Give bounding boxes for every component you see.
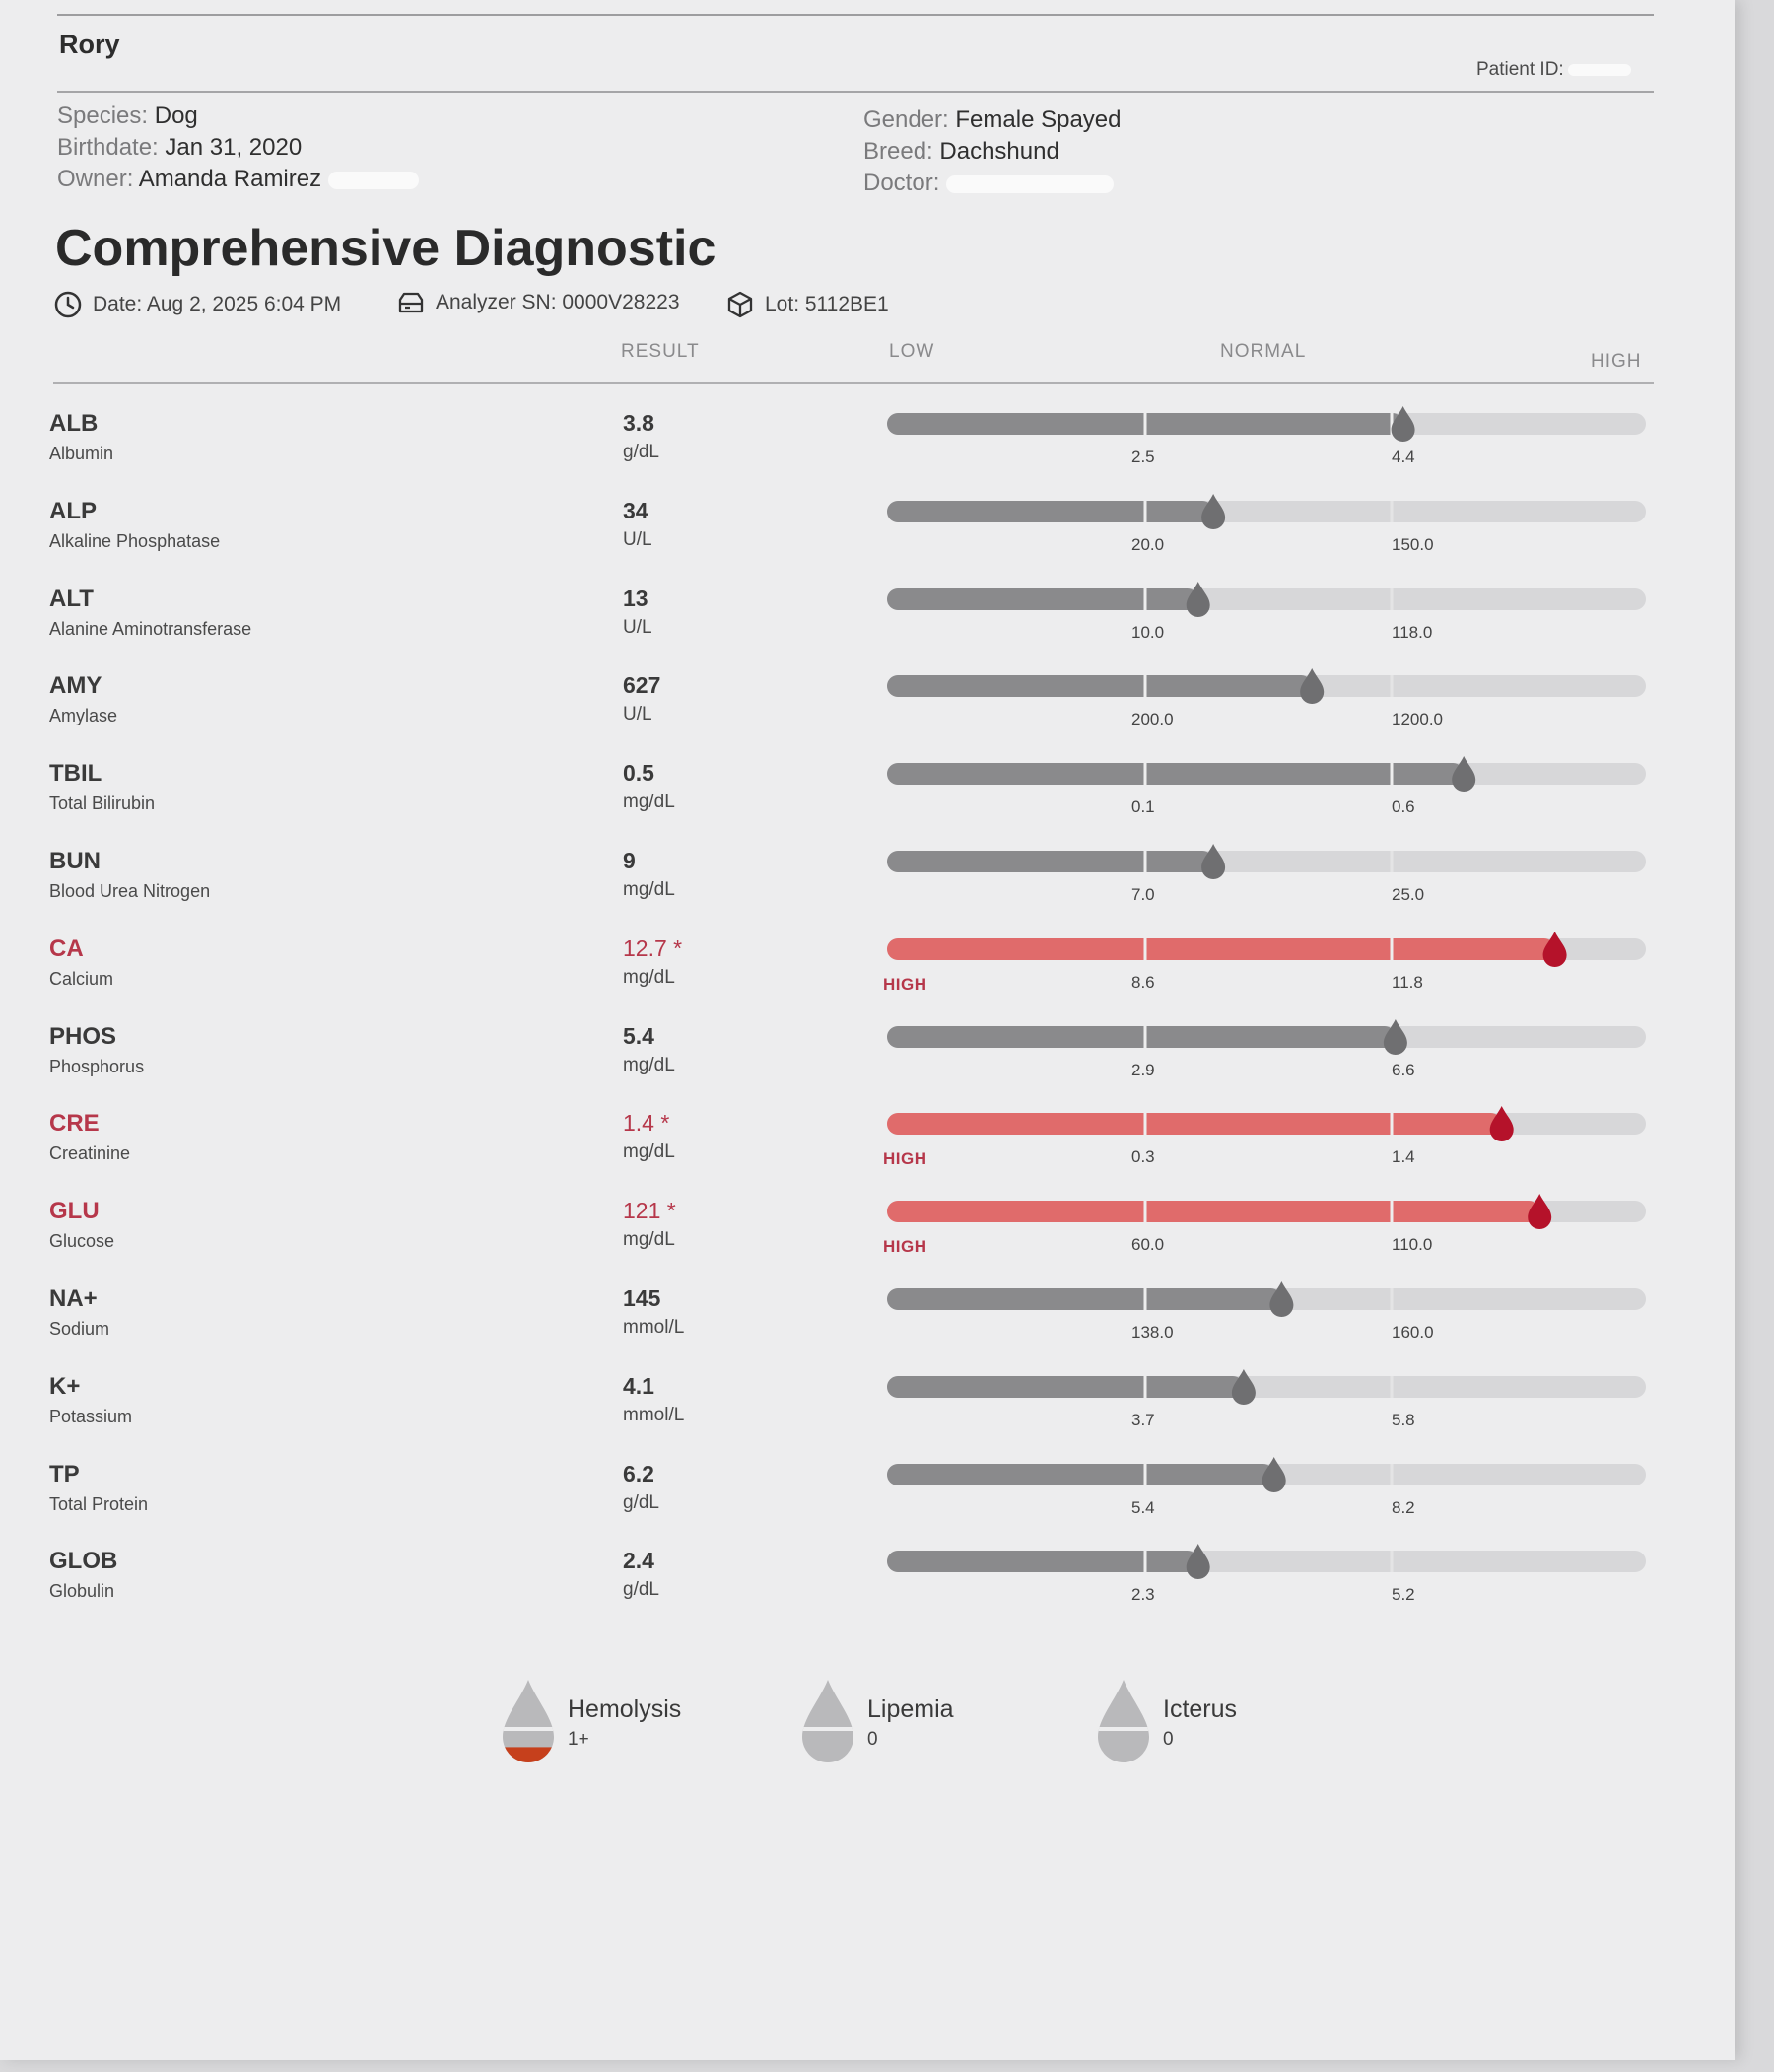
table-row [0,1285,1735,1372]
index-label: Hemolysis [568,1695,682,1723]
table-row [0,760,1735,847]
table-row [0,1461,1735,1548]
test-unit: mg/dL [623,879,675,900]
lot-number-text: Lot: 5112BE1 [765,293,889,315]
range-low: 0.1 [1131,797,1155,817]
range-fill [887,675,1312,697]
gender-label: Gender: [863,106,949,133]
range-bar [877,842,1656,881]
range-low: 5.4 [1131,1497,1155,1517]
range-fill [887,1288,1281,1310]
test-abbr: TP [49,1460,80,1487]
test-result: 6.2 [623,1460,654,1486]
test-result: 145 [623,1285,661,1311]
range-fill [887,1201,1539,1222]
test-name: Blood Urea Nitrogen [49,881,211,901]
test-abbr: GLOB [49,1548,118,1575]
species-label: Species: [57,103,149,129]
index-value: 0 [1163,1729,1174,1750]
test-unit: g/dL [623,1491,659,1513]
test-name: Potassium [49,1406,133,1426]
test-abbr: AMY [49,672,102,700]
range-bar [877,492,1656,531]
test-name: Calcium [49,968,114,989]
test-name: Total Bilirubin [49,794,156,814]
range-low: 200.0 [1131,710,1174,729]
range-low: 7.0 [1131,885,1155,904]
result-marker [1490,1106,1514,1141]
index-label: Lipemia [867,1695,954,1723]
test-unit: mg/dL [623,1054,675,1075]
serum-indices [0,1676,1735,1794]
range-low: 8.6 [1131,972,1155,992]
high-flag: HIGH [883,974,927,994]
test-name: Glucose [49,1231,115,1252]
analyzer-icon [396,290,426,315]
range-fill [887,501,1213,522]
test-unit: mg/dL [623,792,675,813]
test-result: 0.5 [623,760,654,787]
result-marker [1528,1194,1551,1229]
test-name: Phosphorus [49,1056,145,1076]
test-name: Alanine Aminotransferase [49,618,252,639]
range-high: 118.0 [1392,622,1433,642]
redaction-mark [328,172,419,189]
table-row [0,1373,1735,1460]
test-name: Creatinine [49,1143,131,1164]
range-fill [887,1026,1396,1048]
range-high: 25.0 [1392,885,1425,904]
table-row [0,410,1735,497]
range-fill [887,851,1213,872]
column-normal: NORMAL [1220,341,1307,362]
table-row [0,1198,1735,1284]
test-unit: U/L [623,528,652,550]
result-marker [1201,844,1225,879]
result-marker [1384,1019,1407,1055]
clock-icon [53,290,83,319]
index-lipemia [796,1676,954,1775]
redaction-mark [946,175,1114,193]
test-name: Globulin [49,1581,115,1602]
test-result: 121 * [623,1198,676,1224]
range-fill [887,1551,1198,1572]
range-low: 10.0 [1131,622,1165,642]
birthdate-label: Birthdate: [57,134,159,161]
owner-label: Owner: [57,166,134,192]
test-result: 9 [623,848,636,873]
test-result: 1.4 * [623,1110,670,1137]
range-fill [887,763,1464,785]
test-result: 13 [623,585,648,611]
analyzer-serial [396,290,680,315]
range-high: 150.0 [1392,534,1434,554]
top-divider [57,14,1654,16]
range-high: 0.6 [1392,797,1415,817]
range-high: 8.2 [1392,1497,1415,1517]
column-low: LOW [889,341,935,362]
gender-value: Female Spayed [955,106,1122,133]
range-high: 6.6 [1392,1060,1415,1079]
test-abbr: CRE [49,1110,100,1138]
test-unit: U/L [623,616,652,638]
range-bar [877,1455,1656,1494]
range-high: 1200.0 [1392,710,1443,729]
range-bar [877,1367,1656,1407]
result-marker [1187,1544,1210,1579]
test-result: 12.7 * [623,934,683,961]
test-name: Total Protein [49,1493,149,1514]
test-unit: g/dL [623,1579,659,1601]
result-marker [1452,756,1475,792]
high-flag: HIGH [883,1149,927,1169]
range-low: 2.5 [1131,448,1155,466]
column-result: RESULT [621,341,700,362]
lot-number [725,290,889,319]
range-low: 3.7 [1131,1410,1155,1429]
test-abbr: ALP [49,497,97,524]
table-row [0,498,1735,585]
table-row [0,672,1735,759]
test-abbr: PHOS [49,1022,117,1050]
test-unit: U/L [623,704,652,725]
range-bar [877,1192,1656,1231]
owner-value: Amanda Ramirez [138,166,322,192]
test-abbr: NA+ [49,1285,98,1312]
birthdate-value: Jan 31, 2020 [165,134,303,161]
patient-name: Rory [59,30,120,59]
test-unit: mg/dL [623,966,675,988]
test-abbr: TBIL [49,760,102,788]
range-bar [877,1279,1656,1319]
test-name: Sodium [49,1319,110,1339]
range-low: 60.0 [1131,1235,1165,1255]
result-marker [1269,1281,1293,1317]
test-unit: mg/dL [623,1229,675,1251]
high-flag: HIGH [883,1237,927,1257]
table-row [0,586,1735,672]
index-label: Icterus [1163,1695,1238,1723]
analyzer-serial-text: Analyzer SN: 0000V28223 [436,291,680,313]
package-icon [725,290,755,319]
range-high: 11.8 [1392,972,1423,992]
test-result: 34 [623,497,648,523]
report-date [53,290,341,319]
doctor-label: Doctor: [863,170,940,196]
range-bar [877,1542,1656,1581]
test-result: 2.4 [623,1548,654,1574]
range-high: 5.2 [1392,1585,1415,1605]
patient-info-left [57,101,419,195]
test-abbr: ALB [49,410,99,437]
test-result: 627 [623,672,661,699]
result-marker [1543,932,1567,967]
test-abbr: K+ [49,1372,81,1400]
range-low: 2.9 [1131,1060,1155,1079]
table-row [0,848,1735,934]
report-title: Comprehensive Diagnostic [55,220,716,277]
result-marker [1187,582,1210,617]
test-unit: mmol/L [623,1404,685,1425]
range-bar [877,930,1656,969]
test-result: 5.4 [623,1022,654,1049]
range-bar [877,404,1656,444]
test-name: Amylase [49,706,118,726]
index-value: 1+ [568,1729,589,1750]
range-high: 160.0 [1392,1323,1434,1342]
range-bar [877,1017,1656,1057]
test-name: Alkaline Phosphatase [49,530,221,551]
result-marker [1232,1369,1256,1405]
header-divider [57,91,1654,93]
index-icterus [1092,1676,1238,1775]
species-value: Dog [154,103,198,129]
test-abbr: BUN [49,848,101,874]
breed-value: Dachshund [939,138,1059,165]
range-fill [887,1376,1244,1398]
result-marker [1392,406,1415,442]
test-abbr: GLU [49,1198,100,1225]
range-high: 4.4 [1392,448,1415,466]
table-row [0,1548,1735,1634]
breed-label: Breed: [863,138,933,165]
range-bar [877,754,1656,794]
patient-info-right [863,104,1121,199]
test-abbr: ALT [49,585,94,612]
result-marker [1262,1457,1286,1492]
drop-icon [497,1676,560,1770]
range-low: 20.0 [1131,534,1165,554]
range-bar [877,1104,1656,1143]
range-fill [887,1113,1502,1135]
range-fill [887,1464,1274,1485]
table-row [0,1110,1735,1197]
redaction-mark [1568,64,1631,76]
test-abbr: CA [49,934,84,962]
test-unit: mmol/L [623,1317,685,1338]
range-fill [887,588,1198,610]
range-bar [877,666,1656,706]
test-result: 4.1 [623,1372,654,1399]
index-value: 0 [867,1729,878,1750]
table-header-divider [53,382,1654,384]
drop-icon [796,1676,859,1770]
range-fill [887,938,1555,960]
range-high: 110.0 [1392,1235,1433,1255]
range-high: 1.4 [1392,1147,1415,1167]
drop-icon [1092,1676,1155,1770]
test-name: Albumin [49,444,114,463]
range-bar [877,580,1656,619]
test-result: 3.8 [623,410,654,436]
result-marker [1201,494,1225,529]
range-high: 5.8 [1392,1410,1415,1429]
range-low: 0.3 [1131,1147,1155,1167]
result-marker [1300,668,1324,704]
column-high: HIGH [1591,351,1642,372]
table-row [0,1023,1735,1110]
range-low: 2.3 [1131,1585,1155,1605]
index-hemolysis [497,1676,682,1775]
patient-id [1476,59,1631,81]
test-unit: mg/dL [623,1141,675,1163]
table-row [0,935,1735,1022]
range-low: 138.0 [1131,1323,1174,1342]
test-unit: g/dL [623,442,659,462]
patient-id-label: Patient ID: [1476,59,1564,80]
report-date-text: Date: Aug 2, 2025 6:04 PM [93,293,342,315]
